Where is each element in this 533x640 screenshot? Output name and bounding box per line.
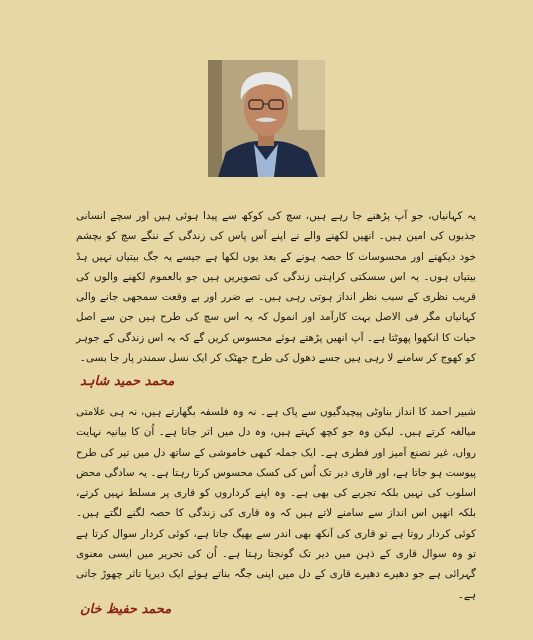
author-portrait (208, 60, 325, 177)
intro-paragraph: یہ کہانیاں، جو آپ پڑھنے جا رہے ہیں، سچ کی کوکھ سے پیدا ہوئی ہیں اور سچے انسانی جذبوں کی امین ہیں۔ انھیں لکھنے والے نے اپنے آس پاس کی زندگی کے ننگے سچ کو بچشم خود دیکھنے اور محسوسات کا حصہ ہونے کے بعد یوں لکھا ہے جیسے یہ جگ بیتیاں نہیں ہڈ بیتیاں ہوں۔ یہ اس سسکتی کراہتی زندگی کی تصویریں ہیں جو بالعموم لکھنے والوں کی قریب نظری کے سبب نظر انداز ہوتی رہی ہیں۔ بے ضرر اور بے وقعت سمجھی جانے والی کہانیاں مگر فی الاصل بہت کارآمد اور انمول کہ یہ اس سچ کی طرح ہیں جن سے اصل حیات کا انکھوا پھوٹتا ہے۔ آپ انھیں پڑھتے ہوئے محسوس کریں گے کہ یہ اس زندگی کے جوہر کو کھوج کر سامنے لا رہی ہیں جسے دھول کی طرح جھٹک کر ایک نسل سمندر پار جا بسی۔ (76, 210, 476, 365)
intro-signature: محمد حمید شاہد (80, 374, 175, 389)
intro-section (76, 206, 476, 368)
second-section (76, 402, 476, 605)
second-paragraph: شبیر احمد کا انداز بناوٹی پیچیدگیوں سے پاک ہے۔ نہ وہ فلسفہ بگھارتے ہیں، نہ ہی علامتی مبالغہ کرتے ہیں۔ لیکن وہ جو کچھ کہتے ہیں، وہ دل میں اتر جاتا ہے۔ اُن کا بیانیہ نہایت رواں، غیر تصنع آمیز اور فطری ہے۔ ایک جملہ کبھی خاموشی کے ساتھ دل میں تیر کی طرح پیوست ہو جاتا ہے، اور قاری دیر تک اُس کی کسک محسوس کرتا رہتا ہے۔ یہ سادگی محض اسلوب کی نہیں بلکہ تجربے کی بھی ہے۔ وہ اپنے کرداروں کو قاری پر مسلط نہیں کرتے، بلکہ انھیں اس انداز سے سامنے لاتے ہیں کہ وہ قاری کی زندگی کا حصہ لگنے لگتے ہیں۔ کوئی کردار روتا ہے تو قاری کی آنکھ بھی اندر سے بھیگ جاتا ہے، کوئی کردار سوال کرتا ہے تو وہ سوال قاری کے ذہن میں دیر تک گونجتا رہتا ہے۔ اُن کی تحریر میں ایسی معنوی گہرائی ہے جو دھیرے دھیرے قاری کے دل میں اپنی جگہ بناتے ہوئے ایک دیرپا تاثر چھوڑ جاتی ہے۔ (76, 406, 476, 601)
second-signature: محمد حفیظ خان (80, 602, 172, 617)
author-portrait-icon (208, 60, 325, 177)
